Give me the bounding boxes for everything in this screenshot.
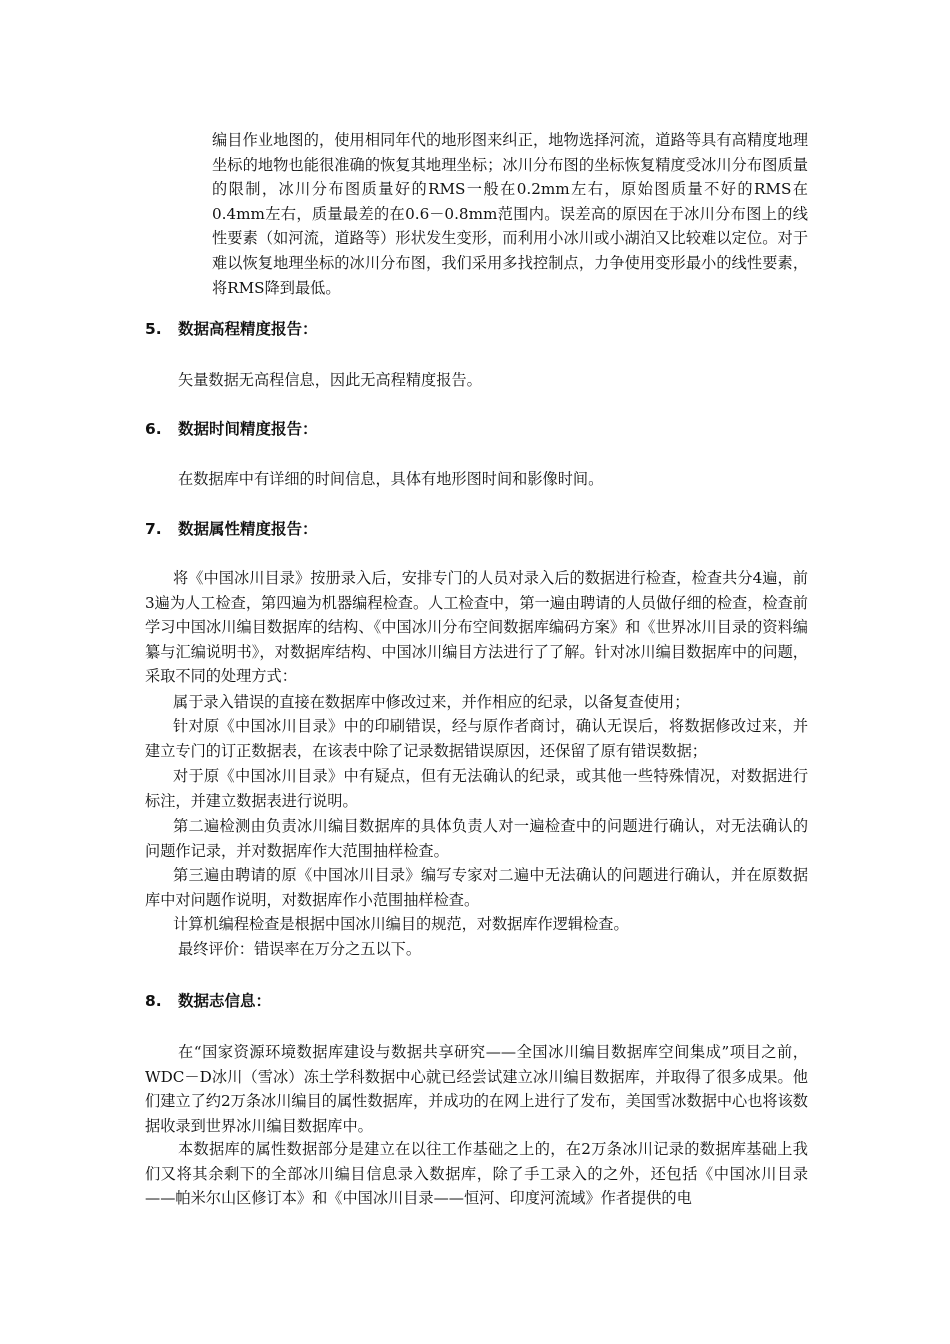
section-number: 8. (145, 992, 162, 1010)
section-8-paragraph-1: 在“国家资源环境数据库建设与数据共享研究——全国冰川编目数据库空间集成”项目之前，WDC－D冰川（雪冰）冻土学科数据中心就已经尝试建立冰川编目数据库，并取得了很多成果。他们建立了约2万条冰川编目的属性数据库，并成功的在网上进行了发布，美国雪冰数据中心也将该数据收录到世界冰川编目数据库中。 (145, 1043, 808, 1135)
section-5-text: 矢量数据无高程信息，因此无高程精度报告。 (178, 371, 482, 389)
section-title: 数据志信息： (178, 992, 272, 1010)
section-7-paragraph-4: 对于原《中国冰川目录》中有疑点，但有无法确认的纪录，或其他一些特殊情况，对数据进行标注，并建立数据表进行说明。 (145, 767, 808, 810)
section-title: 数据属性精度报告： (178, 520, 318, 538)
section-7-paragraph-5: 第二遍检测由负责冰川编目数据库的具体负责人对一遍检查中的问题进行确认，对无法确认的问题作记录，并对数据库作大范围抽样检查。 (145, 817, 808, 860)
section-6-heading (145, 418, 318, 440)
section-7-paragraph-1: 将《中国冰川目录》按册录入后，安排专门的人员对录入后的数据进行检查，检查共分4遍，前3遍为人工检查，第四遍为机器编程检查。人工检查中，第一遍由聘请的人员做仔细的检查，检查前学习中国冰川编目数据库的结构、《中国冰川分布空间数据库编码方案》和《世界冰川目录的资料编纂与汇编说明书》，对数据库结构、中国冰川编目方法进行了了解。针对冰川编目数据库中的问题，采取不同的处理方式： (145, 569, 808, 686)
section-7-paragraph-3: 针对原《中国冰川目录》中的印刷错误，经与原作者商讨，确认无误后，将数据修改过来，并建立专门的订正数据表，在该表中除了记录数据错误原因，还保留了原有错误数据； (145, 717, 808, 760)
section-7-paragraph-8: 最终评价：错误率在万分之五以下。 (178, 940, 421, 958)
section-5-heading (145, 318, 318, 340)
section-7-paragraph-6: 第三遍由聘请的原《中国冰川目录》编写专家对二遍中无法确认的问题进行确认，并在原数据库中对问题作说明，对数据库作小范围抽样检查。 (145, 866, 808, 909)
intro-paragraph: 编目作业地图的，使用相同年代的地形图来纠正，地物选择河流，道路等具有高精度地理坐标的地物也能很准确的恢复其地理坐标；冰川分布图的坐标恢复精度受冰川分布图质量的限制，冰川分布图质量好的RMS一般在0.2mm左右，原始图质量不好的RMS在0.4mm左右，质量最差的在0.6－0.8mm范围内。误差高的原因在于冰川分布图上的线性要素（如河流，道路等）形状发生变形，而利用小冰川或小湖泊又比较难以定位。对于难以恢复地理坐标的冰川分布图，我们采用多找控制点，力争使用变形最小的线性要素，将RMS降到最低。 (212, 131, 808, 297)
section-title: 数据时间精度报告： (178, 420, 318, 438)
section-6-text: 在数据库中有详细的时间信息，具体有地形图时间和影像时间。 (178, 470, 604, 488)
section-number: 7. (145, 520, 162, 538)
section-number: 6. (145, 420, 162, 438)
section-7-paragraph-7: 计算机编程检查是根据中国冰川编目的规范，对数据库作逻辑检查。 (173, 915, 629, 933)
section-title: 数据高程精度报告： (178, 320, 318, 338)
section-number: 5. (145, 320, 162, 338)
section-7-heading (145, 518, 318, 540)
section-8-heading (145, 990, 271, 1012)
section-7-paragraph-2: 属于录入错误的直接在数据库中修改过来，并作相应的纪录，以备复查使用； (173, 693, 690, 711)
section-8-paragraph-2: 本数据库的属性数据部分是建立在以往工作基础之上的，在2万条冰川记录的数据库基础上我们又将其余剩下的全部冰川编目信息录入数据库，除了手工录入的之外，还包括《中国冰川目录——帕米尔山区修订本》和《中国冰川目录——恒河、印度河流域》作者提供的电 (145, 1140, 808, 1208)
